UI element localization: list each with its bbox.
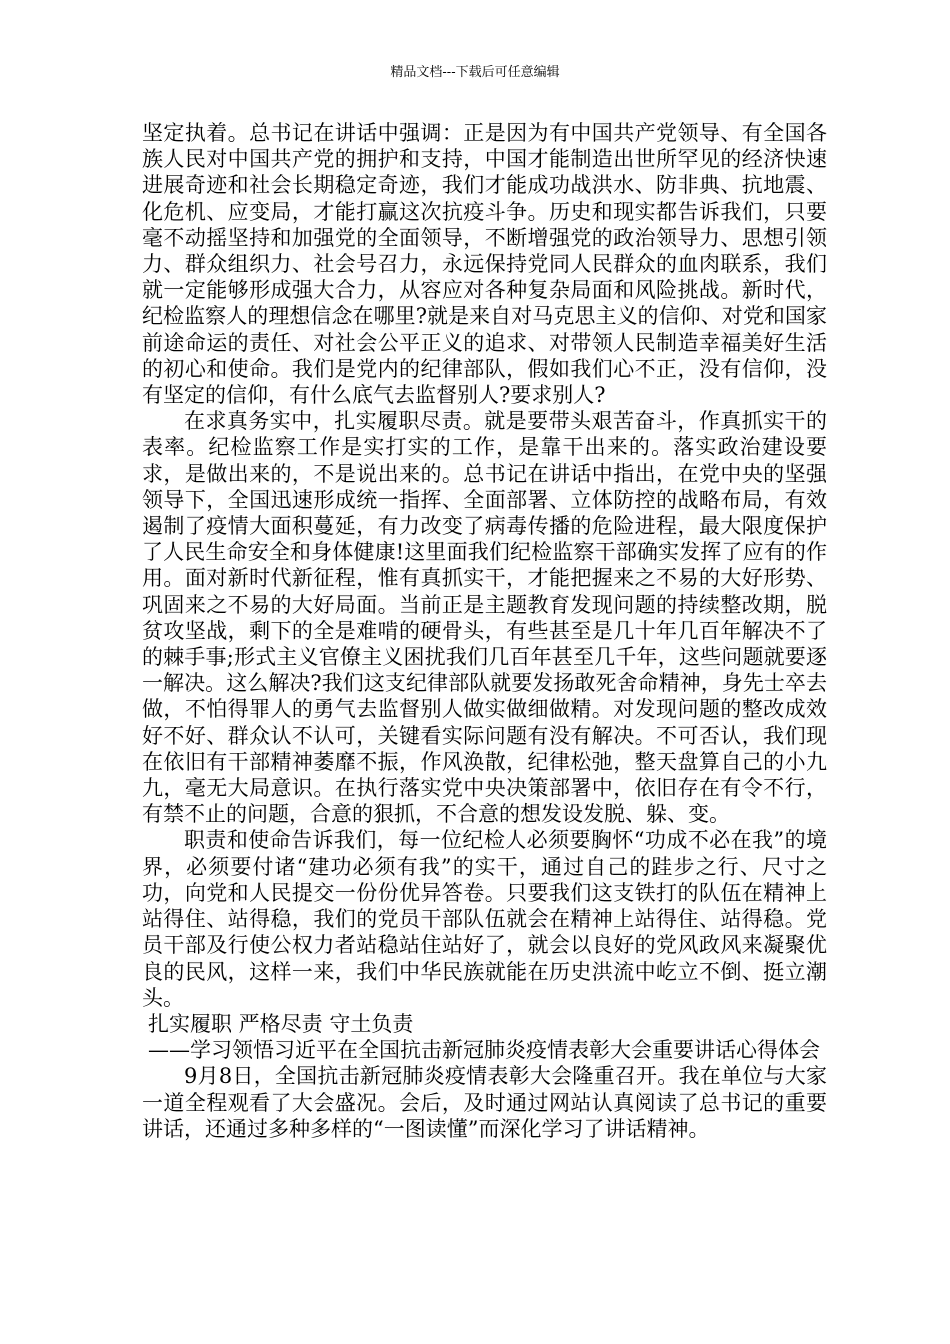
page-header: 精品文档---下载后可任意编辑 xyxy=(390,65,560,80)
paragraph-3: 职责和使命告诉我们，每一位纪检人必须要胸怀“功成不必在我”的境界，必须要付诸“建功必须有我”的实干，通过自己的跬步之行、尺寸之功，向党和人民提交一份份优异答卷。只要我们这支铁打的队伍在精神上站得住、站得稳，我们的党员干部队伍就会在精神上站得住、站得稳。党员干部及行使公权力者站稳站住站好了，就会以良好的党风政风来凝聚优良的民风，这样一来，我们中华民族就能在历史洪流中屹立不倒、挺立潮头。 xyxy=(142,828,827,1010)
paragraph-1: 坚定执着。总书记在讲话中强调：正是因为有中国共产党领导、有全国各族人民对中国共产党的拥护和支持，中国才能制造出世所罕见的经济快速进展奇迹和社会长期稳定奇迹，我们才能成功战洪水、防非典、抗地震、化危机、应变局，才能打赢这次抗疫斗争。历史和现实都告诉我们，只要毫不动摇坚持和加强党的全面领导，不断增强党的政治领导力、思想引领力、群众组织力、社会号召力，永远保持党同人民群众的血肉联系，我们就一定能够形成强大合力，从容应对各种复杂局面和风险挑战。新时代，纪检监察人的理想信念在哪里?就是来自对马克思主义的信仰、对党和国家前途命运的责任、对社会公平正义的追求、对带领人民制造幸福美好生活的初心和使命。我们是党内的纪律部队，假如我们心不正，没有信仰，没有坚定的信仰，有什么底气去监督别人?要求别人? xyxy=(142,121,827,408)
paragraph-2: 在求真务实中，扎实履职尽责。就是要带头艰苦奋斗，作真抓实干的表率。纪检监察工作是实打实的工作，是靠干出来的。落实政治建设要求，是做出来的，不是说出来的。总书记在讲话中指出，在党中央的坚强领导下，全国迅速形成统一指挥、全面部署、立体防控的战略布局，有效遏制了疫情大面积蔓延，有力改变了病毒传播的危险进程，最大限度保护了人民生命安全和身体健康!这里面我们纪检监察干部确实发挥了应有的作用。面对新时代新征程，惟有真抓实干，才能把握来之不易的大好形势、巩固来之不易的大好局面。当前正是主题教育发现问题的持续整改期，脱贫攻坚战，剩下的全是难啃的硬骨头，有些甚至是几十年几百年解决不了的棘手事;形式主义官僚主义困扰我们几百年甚至几千年，这些问题就要逐一解决。这么解决?我们这支纪律部队就要发扬敢死舍命精神，身先士卒去做，不怕得罪人的勇气去监督别人做实做细做精。对发现问题的整改成效好不好、群众认不认可，关键看实际问题有没有解决。不可否认，我们现在依旧有干部精神萎靡不振，作风涣散，纪律松弛，整天盘算自己的小九九，毫无大局意识。在执行落实党中央决策部署中，依旧存在有令不行，有禁不止的问题，合意的狠抓，不合意的想发设发脱、躲、变。 xyxy=(142,409,827,827)
section-title: 扎实履职 严格尽责 守土负责 xyxy=(148,1011,414,1036)
document-body xyxy=(142,120,827,1142)
paragraph-4: 9月8日，全国抗击新冠肺炎疫情表彰大会隆重召开。我在单位与大家一道全程观看了大会盛况。会后，及时通过网站认真阅读了总书记的重要讲话，还通过多种多样的“一图读懂”而深化学习了讲话精神。 xyxy=(142,1064,827,1141)
section-subtitle: ——学习领悟习近平在全国抗击新冠肺炎疫情表彰大会重要讲话心得体会 xyxy=(148,1038,820,1063)
